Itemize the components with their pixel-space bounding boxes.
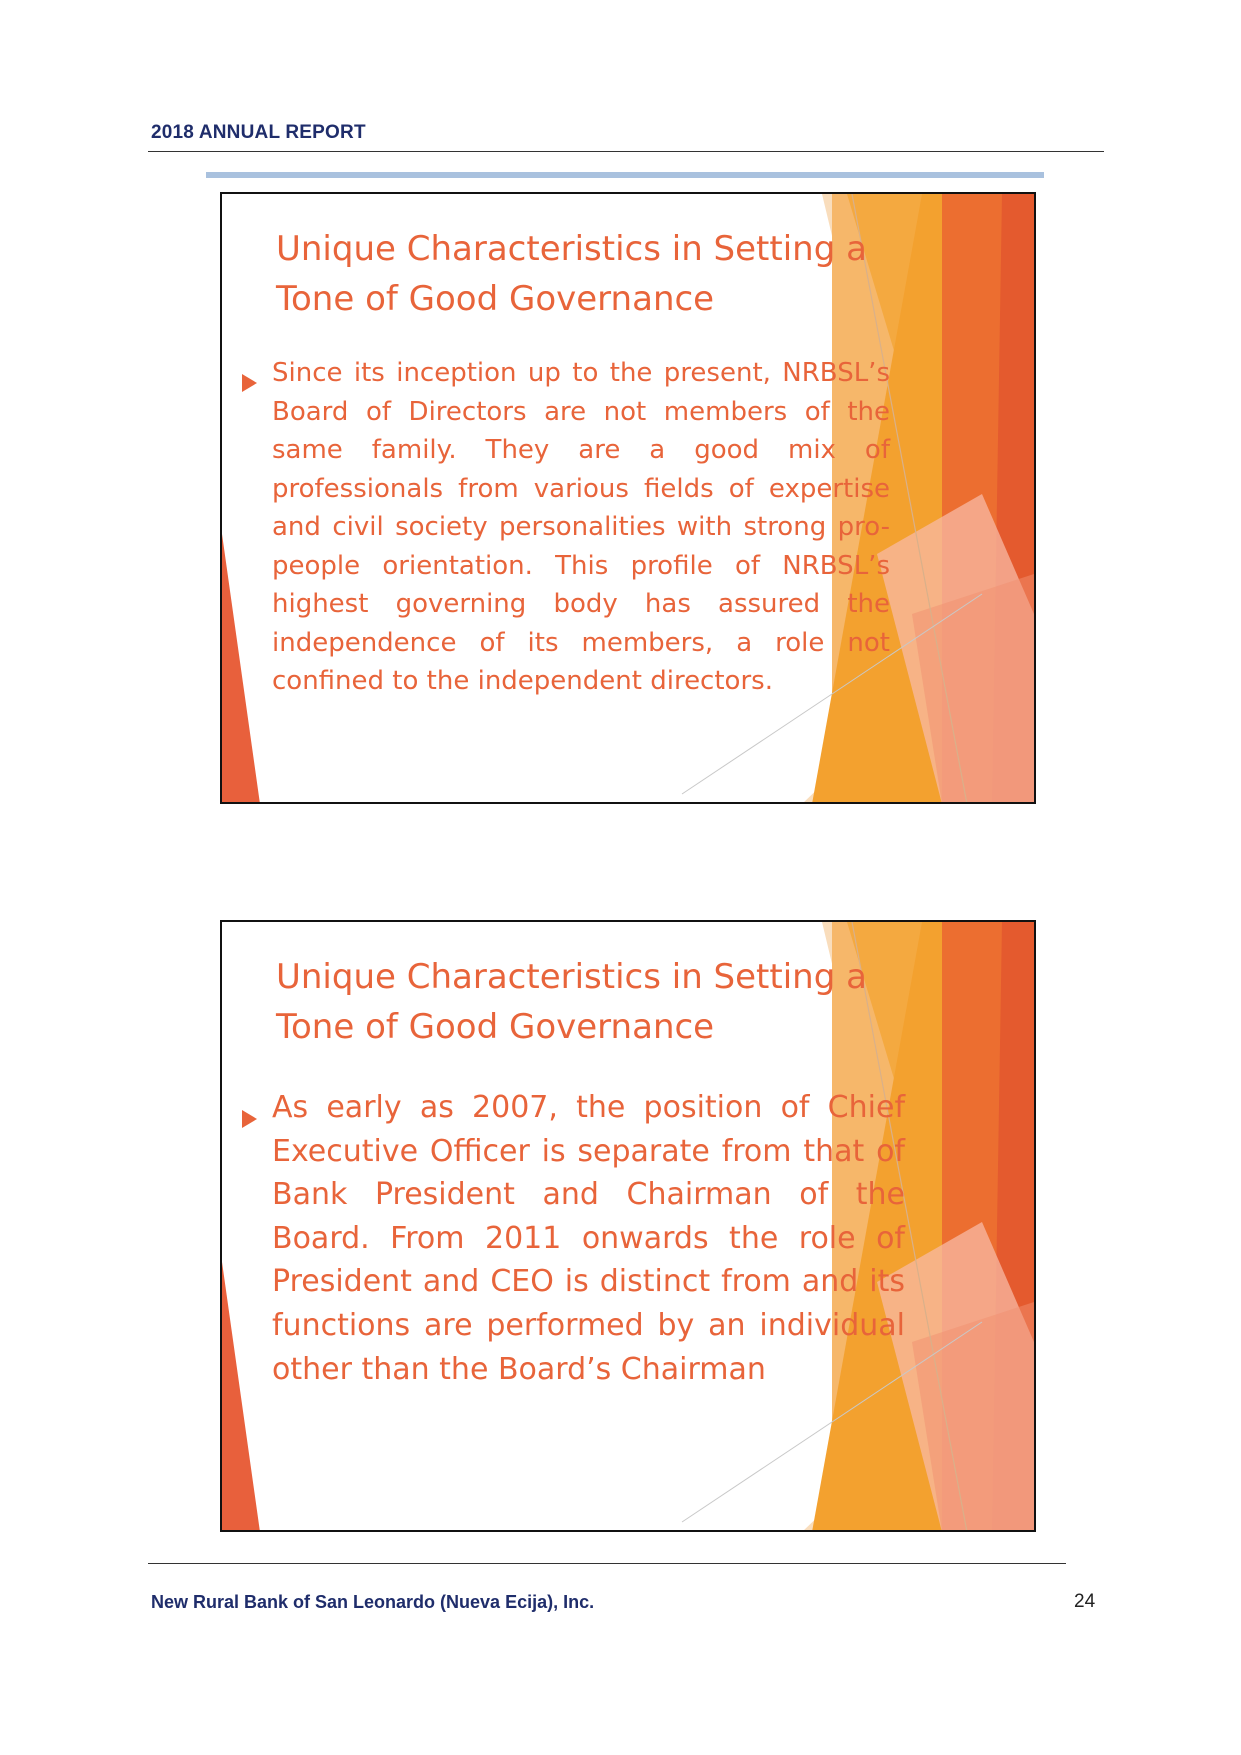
header-divider [148,151,1104,152]
slide-title: Unique Characteristics in Setting a Tone of Good Governance [276,229,867,319]
footer-divider [148,1563,1066,1564]
slide-bullet-text: As early as 2007, the position of Chief Executive Officer is separate from that of Bank President and Chairman of the Board. From 2011 onwards the role of President and CEO is distinct from and its functions are performed by an individual other than the Board’s Chairman [272,1090,905,1387]
report-header-title: 2018 ANNUAL REPORT [151,122,366,143]
slide-bullet-text: Since its inception up to the present, NRBSL’s Board of Directors are not members of the same family. They are a good mix of professionals from various fields of expertise and civil society personalities with strong pro-people orientation. This profile of NRBSL’s highest governing body has assured the independence of its members, a role not confined to the independent directors. [272,358,890,696]
footer-bank-name: New Rural Bank of San Leonardo (Nueva Ecija), Inc. [151,1592,595,1612]
bullet-arrow-icon [242,374,257,392]
page-number: 24 [1074,1591,1096,1612]
slide-image-1 [220,192,1036,804]
slide-image-2 [220,920,1036,1532]
slide-title: Unique Characteristics in Setting a Tone of Good Governance [276,957,867,1047]
bullet-arrow-icon [242,1110,257,1128]
header-accent-bar [206,172,1044,178]
